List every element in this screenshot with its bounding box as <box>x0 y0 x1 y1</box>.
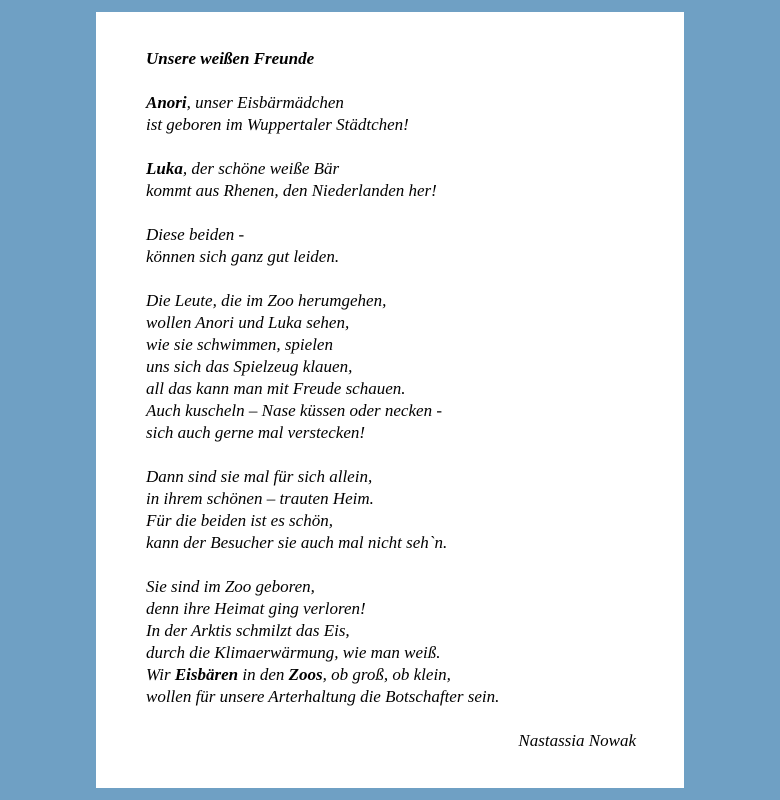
poem-line: ist geboren im Wuppertaler Städtchen! <box>146 115 409 134</box>
line-text: in den <box>238 665 289 684</box>
poem-line: sich auch gerne mal verstecken! <box>146 423 366 442</box>
stanza-3 <box>146 224 666 268</box>
poem-line <box>146 664 666 686</box>
poem-line <box>146 158 666 180</box>
poem-line: kann der Besucher sie auch mal nicht seh`n. <box>146 533 448 552</box>
poem-page <box>96 12 684 788</box>
poem-line: wollen Anori und Luka sehen, <box>146 313 350 332</box>
poem-line: wollen für unsere Arterhaltung die Botschafter sein. <box>146 687 500 706</box>
stanza-5 <box>146 466 666 554</box>
poem-line: uns sich das Spielzeug klauen, <box>146 357 353 376</box>
line-text: Wir <box>146 665 175 684</box>
name-anori: Anori <box>146 93 187 112</box>
poem-line: Dann sind sie mal für sich allein, <box>146 467 373 486</box>
emphasis-eisbaeren: Eisbären <box>174 665 239 684</box>
poem-line: wie sie schwimmen, spielen <box>146 335 333 354</box>
poem-line: all das kann man mit Freude schauen. <box>146 379 406 398</box>
poem-line: Diese beiden - <box>146 225 245 244</box>
poem-line: können sich ganz gut leiden. <box>146 247 340 266</box>
stanza-6 <box>146 576 666 708</box>
poem-line: denn ihre Heimat ging verloren! <box>146 599 366 618</box>
name-luka: Luka <box>146 159 183 178</box>
stanza-4 <box>146 290 666 444</box>
poem-line: Auch kuscheln – Nase küssen oder necken - <box>146 401 442 420</box>
line-text: , unser Eisbärmädchen <box>186 93 344 112</box>
poem-line: in ihrem schönen – trauten Heim. <box>146 489 374 508</box>
stanza-1 <box>146 92 666 136</box>
poem-body <box>146 48 666 730</box>
poem-line <box>146 92 666 114</box>
line-text: , ob groß, ob klein, <box>322 665 451 684</box>
poem-title: Unsere weißen Freunde <box>146 49 315 68</box>
poem-line: In der Arktis schmilzt das Eis, <box>146 621 350 640</box>
line-text: , der schöne weiße Bär <box>182 159 340 178</box>
emphasis-zoos: Zoos <box>288 665 323 684</box>
poem-line: Sie sind im Zoo geboren, <box>146 577 315 596</box>
poem-line: Die Leute, die im Zoo herumgehen, <box>146 291 387 310</box>
stanza-2 <box>146 158 666 202</box>
poem-line: kommt aus Rhenen, den Niederlanden her! <box>146 181 437 200</box>
poem-line: durch die Klimaerwärmung, wie man weiß. <box>146 643 441 662</box>
poem-line: Für die beiden ist es schön, <box>146 511 333 530</box>
author-signature: Nastassia Nowak <box>518 731 636 750</box>
